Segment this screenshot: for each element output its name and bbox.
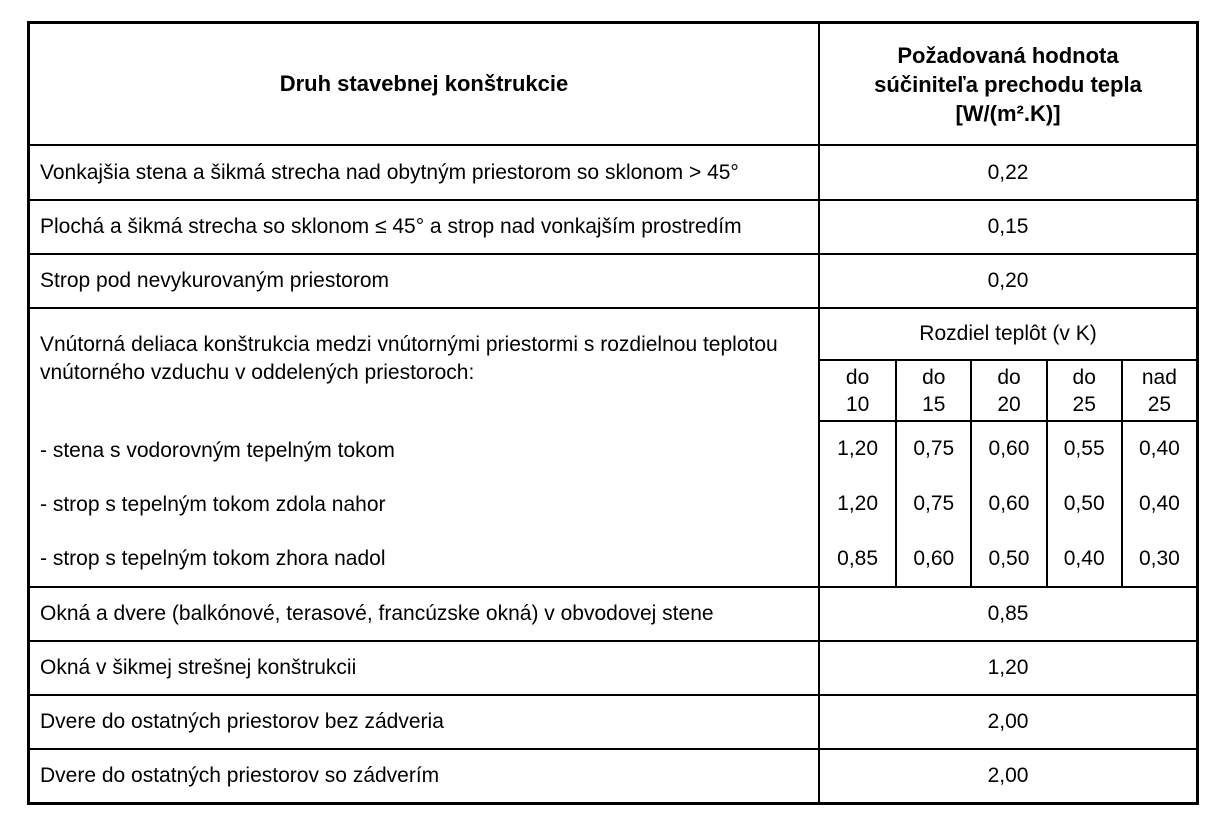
row-value: 0,15 [818,201,1196,253]
internal-construction-row [30,307,1196,586]
header-construction-type-label: Druh stavebnej konštrukcie [279,71,569,96]
sub-item-label: - strop s tepelným tokom zdola nahor [40,493,386,516]
sub-item-value: 0,40 [1121,422,1196,477]
sub-item-value: 0,85 [837,546,879,570]
temp-diff-column-header: do 25 [1046,361,1121,420]
row-label: Vonkajšia stena a šikmá strecha nad obytným priestorom so sklonom > 45° [40,160,739,184]
sub-item-value: 0,50 [970,531,1045,586]
internal-construction-description: Vnútorná deliaca konštrukcia medzi vnútornými priestormi s rozdielnou teplotou vnútorného vzduchu v oddelených priestoroch: [40,333,778,384]
sub-item-value: 0,75 [895,422,970,477]
sub-item-value: 0,30 [1121,531,1196,586]
sub-item-value: 0,75 [895,477,970,532]
header-construction-type [30,24,818,144]
sub-item-value: 0,40 [1046,531,1121,586]
temp-diff-subtable [818,309,1196,586]
sub-item-label: - stena s vodorovným tepelným tokom [40,439,395,462]
sub-item-value: 0,55 [1046,422,1121,477]
sub-item-value: 0,60 [895,531,970,586]
sub-item-value: 0,60 [970,477,1045,532]
row-label: Dvere do ostatných priestorov so zádverím [40,764,440,787]
row-value: 0,22 [818,146,1196,199]
sub-item-value: 1,20 [837,491,879,515]
table-row [30,748,1196,802]
internal-construction-left-cell [30,309,818,586]
sub-item-value: 0,60 [970,422,1045,477]
sub-item-value: 0,50 [1046,477,1121,532]
temp-diff-values-grid [820,422,1196,586]
temp-diff-column-header: do 20 [970,361,1045,420]
temp-diff-header: Rozdiel teplôt (v K) [820,309,1196,361]
table-row [30,640,1196,694]
row-value: 0,85 [818,588,1196,640]
sub-item-label: - strop s tepelným tokom zhora nadol [40,547,386,570]
table-row [30,694,1196,748]
row-label: Plochá a šikmá strecha so sklonom ≤ 45° a strop nad vonkajším prostredím [40,215,742,238]
table-row [30,144,1196,199]
table-row [30,199,1196,253]
temp-diff-column-header: do 10 [845,365,870,416]
internal-construction-items [30,424,818,586]
row-label: Okná a dvere (balkónové, terasové, francúzske okná) v obvodovej stene [40,602,714,625]
table-header-row [30,24,1196,144]
header-required-u-value [818,24,1196,144]
row-label: Strop pod nevykurovaným priestorom [40,269,389,292]
temp-diff-column-header: nad 25 [1121,361,1196,420]
header-required-u-value-label: Požadovaná hodnota súčiniteľa prechodu tepla [W/(m².K)] [874,42,1142,126]
row-value: 1,20 [818,642,1196,694]
table-row [30,253,1196,307]
row-value: 2,00 [818,696,1196,748]
sub-item-value: 0,40 [1121,477,1196,532]
temp-diff-column-header: do 15 [895,361,970,420]
table-row [30,586,1196,640]
u-value-requirements-table [27,21,1199,805]
temp-diff-column-headers [820,361,1196,422]
row-label: Dvere do ostatných priestorov bez zádveria [40,710,444,733]
row-value: 2,00 [818,750,1196,802]
sub-item-value: 1,20 [837,437,879,461]
row-value: 0,20 [818,255,1196,307]
row-label: Okná v šikmej strešnej konštrukcii [40,656,357,679]
